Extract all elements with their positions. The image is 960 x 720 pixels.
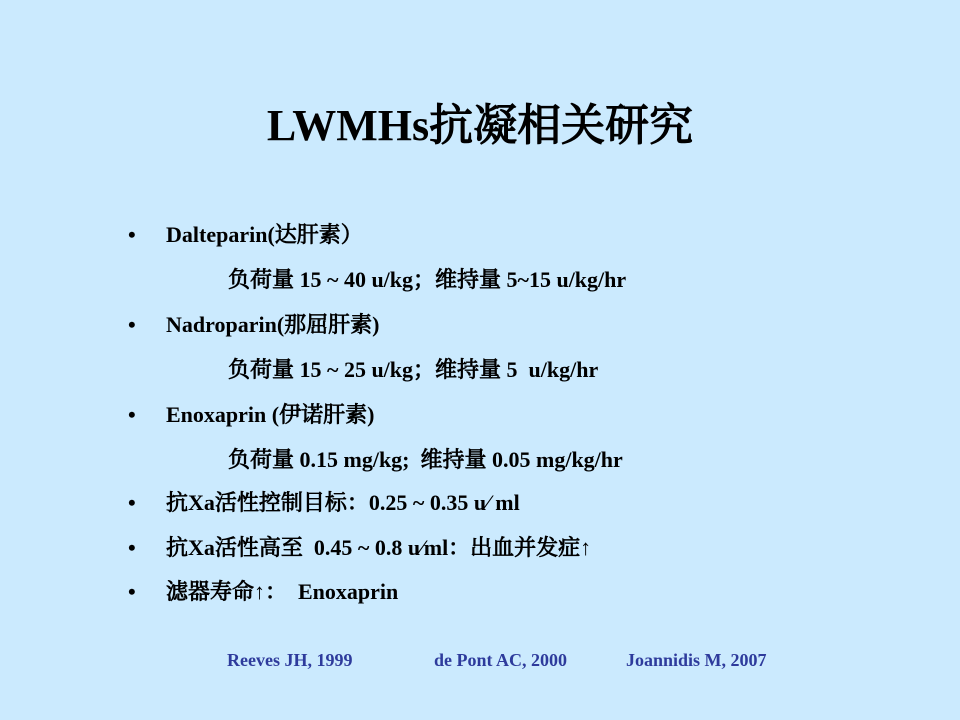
bullet-filter-life: 滤器寿命↑： Enoxaprin xyxy=(166,579,399,604)
bullet-enoxaprin: Enoxaprin (伊诺肝素) xyxy=(166,402,375,427)
bullet-marker: • xyxy=(128,535,136,560)
bullet-nadroparin: Nadroparin(那屈肝素) xyxy=(166,312,380,337)
bullet-marker: • xyxy=(128,579,136,604)
bullet-marker: • xyxy=(128,490,136,515)
bullet-marker: • xyxy=(128,222,136,247)
bullet-marker: • xyxy=(128,402,136,427)
bullet-xa-bleeding: 抗Xa活性高至 0.45 ~ 0.8 u⁄ml：出血并发症↑ xyxy=(166,535,592,560)
reference-de-pont: de Pont AC, 2000 xyxy=(434,650,568,670)
dalteparin-dosage: 负荷量 15 ~ 40 u/kg；维持量 5~15 u/kg/hr xyxy=(228,267,627,292)
bullet-xa-target: 抗Xa活性控制目标：0.25 ~ 0.35 u⁄ ml xyxy=(166,490,520,515)
bullet-marker: • xyxy=(128,312,136,337)
nadroparin-dosage: 负荷量 15 ~ 25 u/kg；维持量 5 u/kg/hr xyxy=(228,357,599,382)
reference-reeves: Reeves JH, 1999 xyxy=(227,650,353,670)
enoxaprin-dosage: 负荷量 0.15 mg/kg; 维持量 0.05 mg/kg/hr xyxy=(228,447,623,472)
slide-title: LWMHs抗凝相关研究 xyxy=(266,101,694,150)
reference-joannidis: Joannidis M, 2007 xyxy=(626,650,767,670)
references xyxy=(0,645,960,675)
bullet-dalteparin: Dalteparin(达肝素） xyxy=(166,222,363,247)
